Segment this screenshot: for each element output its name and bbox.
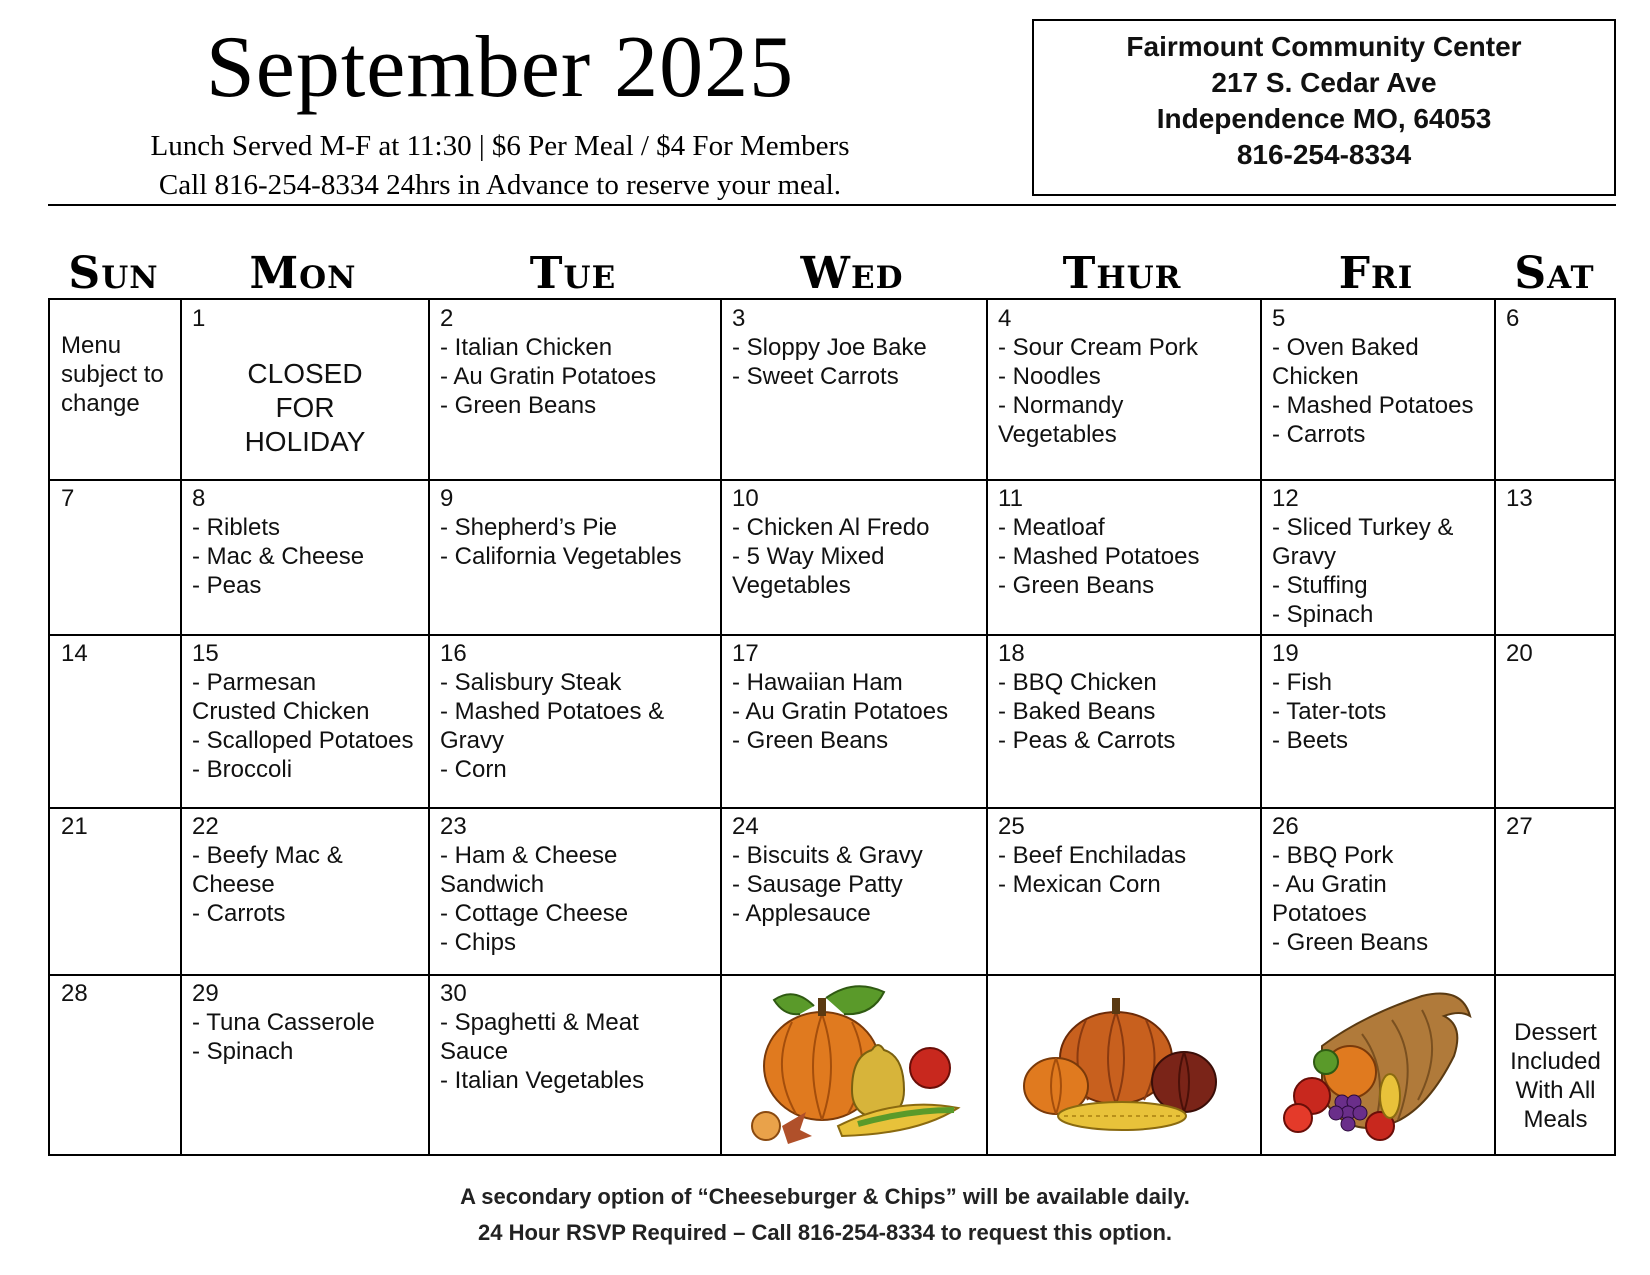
menu-item: - Green Beans [1272, 929, 1429, 956]
menu-item: - Beefy Mac & Cheese [192, 842, 343, 898]
day-number: 11 [998, 485, 1023, 512]
day-cell-tue [430, 976, 720, 1155]
weekday-thur: Thur [1062, 248, 1182, 299]
day-number: 7 [61, 485, 75, 512]
menu-item: - Peas & Carrots [998, 727, 1176, 754]
menu-item: - Normandy Vegetables [998, 392, 1124, 448]
menu-item: - Riblets [192, 514, 281, 541]
day-cell-fri [1262, 636, 1494, 807]
menu-item: - Au Gratin Potatoes [440, 363, 657, 390]
closed-for-holiday: CLOSED FOR HOLIDAY [244, 358, 366, 457]
menu-item: - Applesauce [732, 900, 871, 927]
weekday-fri: Fri [1338, 248, 1414, 299]
day-number: 12 [1272, 485, 1299, 512]
menu-item: - Stuffing [1272, 572, 1368, 599]
menu-item: - Noodles [998, 363, 1101, 390]
secondary-option-note: A secondary option of “Cheeseburger & Chips” will be available daily. [460, 1184, 1190, 1209]
menu-item: - Au Gratin Potatoes [732, 698, 949, 725]
day-number: 10 [732, 485, 759, 512]
menu-item: - Hawaiian Ham [732, 669, 903, 696]
day-cell-fri [1262, 976, 1494, 1155]
day-number: 5 [1272, 305, 1286, 332]
day-number: 8 [192, 485, 206, 512]
day-cell-tue [430, 636, 720, 807]
menu-item: - Carrots [192, 900, 286, 927]
menu-item: - Chips [440, 929, 517, 956]
day-cell-thur [988, 301, 1260, 479]
menu-item: - Mashed Potatoes [1272, 392, 1474, 419]
day-number: 9 [440, 485, 454, 512]
menu-item: - Meatloaf [998, 514, 1105, 541]
day-cell-mon [182, 809, 428, 974]
day-cell-sun [51, 301, 180, 479]
weekday-mon: Mon [249, 248, 357, 299]
day-cell-wed [722, 301, 986, 479]
day-number: 25 [998, 813, 1025, 840]
menu-item: - 5 Way Mixed Vegetables [732, 543, 885, 599]
day-number: 24 [732, 813, 759, 840]
menu-item: - Sweet Carrots [732, 363, 899, 390]
day-number: 27 [1506, 813, 1533, 840]
menu-item: - Ham & Cheese Sandwich [440, 842, 618, 898]
day-cell-fri [1262, 481, 1494, 634]
menu-item: - Beef Enchiladas [998, 842, 1187, 869]
day-cell-sun [51, 636, 180, 807]
menu-item: - Parmesan Crusted Chicken [192, 669, 370, 725]
day-number: 2 [440, 305, 454, 332]
pumpkins-corn-art [988, 976, 1260, 1155]
day-cell-wed [722, 481, 986, 634]
menu-item: - Tuna Casserole [192, 1009, 375, 1036]
weekday-header-row [48, 250, 1616, 298]
menu-item: - Au Gratin Potatoes [1272, 871, 1387, 927]
day-cell-thur [988, 976, 1260, 1155]
day-number: 4 [998, 305, 1012, 332]
day-number: 6 [1506, 305, 1520, 332]
menu-item: - Italian Chicken [440, 334, 613, 361]
center-info-box [1032, 19, 1616, 196]
menu-item: - Mexican Corn [998, 871, 1161, 898]
menu-item: - Peas [192, 572, 262, 599]
day-cell-fri [1262, 809, 1494, 974]
day-cell-thur [988, 809, 1260, 974]
menu-item: - Broccoli [192, 756, 293, 783]
day-number: 3 [732, 305, 746, 332]
day-cell-thur [988, 636, 1260, 807]
menu-item: - Mashed Potatoes [998, 543, 1200, 570]
menu-item: - Sliced Turkey & Gravy [1272, 514, 1454, 570]
day-number: 19 [1272, 640, 1299, 667]
menu-item: - Chicken Al Fredo [732, 514, 930, 541]
day-number: 28 [61, 980, 88, 1007]
menu-item: - Biscuits & Gravy [732, 842, 923, 869]
menu-item: - Spinach [192, 1038, 294, 1065]
day-cell-mon [182, 636, 428, 807]
menu-item: - Carrots [1272, 421, 1366, 448]
weekday-sat: Sat [1514, 248, 1595, 299]
center-name: Fairmount Community Center [1126, 31, 1522, 62]
day-cell-mon [182, 301, 428, 479]
day-cell-sun [51, 976, 180, 1155]
menu-item: - Mashed Potatoes & Gravy [440, 698, 665, 754]
day-cell-thur [988, 481, 1260, 634]
menu-item: - Fish [1272, 669, 1332, 696]
menu-item: - Sloppy Joe Bake [732, 334, 927, 361]
weekday-wed: Wed [800, 248, 904, 299]
menu-item: - Green Beans [998, 572, 1155, 599]
calendar-title: September 2025 [205, 19, 795, 116]
day-cell-sat [1496, 636, 1615, 807]
day-cell-wed [722, 636, 986, 807]
menu-item: - Cottage Cheese [440, 900, 629, 927]
menu-item: - Italian Vegetables [440, 1067, 645, 1094]
menu-item: - BBQ Chicken [998, 669, 1157, 696]
cornucopia-art [1262, 976, 1494, 1155]
day-cell-sun [51, 481, 180, 634]
menu-item: - Tater-tots [1272, 698, 1387, 725]
menu-item: - Mac & Cheese [192, 543, 365, 570]
day-cell-mon [182, 481, 428, 634]
calendar-grid [48, 298, 1616, 1156]
menu-item: - Beets [1272, 727, 1349, 754]
menu-item: - BBQ Pork [1272, 842, 1394, 869]
menu-item: - Green Beans [440, 392, 597, 419]
center-phone: 816-254-8334 [1236, 139, 1412, 170]
center-street: 217 S. Cedar Ave [1211, 67, 1437, 98]
day-cell-sat [1496, 481, 1615, 634]
center-city: Independence MO, 64053 [1156, 103, 1492, 134]
rsvp-note: 24 Hour RSVP Required – Call 816-254-8334 to request this option. [477, 1220, 1173, 1245]
day-cell-wed [722, 809, 986, 974]
day-cell-tue [430, 301, 720, 479]
menu-item: - Spaghetti & Meat Sauce [440, 1009, 639, 1065]
day-number: 26 [1272, 813, 1299, 840]
weekday-sun: Sun [68, 248, 159, 299]
menu-item: - Green Beans [732, 727, 889, 754]
day-cell-wed [722, 976, 986, 1155]
day-number: 22 [192, 813, 219, 840]
menu-item: - Oven Baked Chicken [1272, 334, 1419, 390]
dessert-note: Dessert Included With All Meals [1510, 1019, 1601, 1133]
day-number: 14 [61, 640, 88, 667]
menu-item: - Shepherd’s Pie [440, 514, 617, 541]
lunch-info-line: Lunch Served M-F at 11:30 | $6 Per Meal / $4 For Members [150, 130, 850, 162]
day-number: 20 [1506, 640, 1533, 667]
day-number: 23 [440, 813, 467, 840]
menu-item: - Corn [440, 756, 507, 783]
day-cell-sat [1496, 301, 1615, 479]
reservation-info-line: Call 816-254-8334 24hrs in Advance to reserve your meal. [158, 169, 842, 201]
day-number: 21 [61, 813, 88, 840]
day-cell-fri [1262, 301, 1494, 479]
menu-change-note: Menu subject to change [61, 332, 164, 417]
menu-item: - Salisbury Steak [440, 669, 622, 696]
day-number: 30 [440, 980, 467, 1007]
day-number: 15 [192, 640, 219, 667]
weekday-tue: Tue [529, 248, 617, 299]
menu-item: - Sour Cream Pork [998, 334, 1199, 361]
header-divider [48, 204, 1616, 206]
day-number: 29 [192, 980, 219, 1007]
day-cell-tue [430, 481, 720, 634]
day-cell-sun [51, 809, 180, 974]
menu-item: - Scalloped Potatoes [192, 727, 414, 754]
day-number: 1 [192, 305, 206, 332]
menu-item: - Sausage Patty [732, 871, 903, 898]
day-number: 18 [998, 640, 1025, 667]
day-cell-sat [1496, 976, 1615, 1155]
day-number: 17 [732, 640, 759, 667]
menu-item: - Spinach [1272, 601, 1374, 628]
menu-item: - Baked Beans [998, 698, 1156, 725]
day-cell-mon [182, 976, 428, 1155]
day-number: 16 [440, 640, 467, 667]
menu-item: - California Vegetables [440, 543, 682, 570]
day-cell-sat [1496, 809, 1615, 974]
day-number: 13 [1506, 485, 1533, 512]
day-cell-tue [430, 809, 720, 974]
harvest-pumpkin-pear-art [722, 976, 986, 1155]
